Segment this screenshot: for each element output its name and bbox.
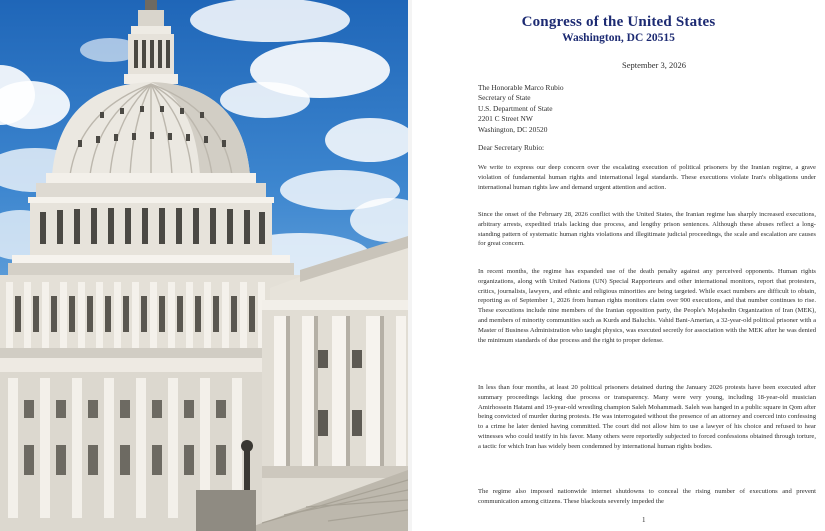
salutation: Dear Secretary Rubio: <box>478 143 545 152</box>
letter-date: September 3, 2026 <box>622 60 686 70</box>
recipient-address <box>478 83 564 135</box>
congress-letter <box>412 0 825 531</box>
body-paragraph: In recent months, the regime has expanded use of the death penalty against any perceived opponents. Human rights organizations, along with United Nations (UN) Special Rapporteurs and other international monitors, report that protesters, critics, journalists, lawyers, and ethnic and religious minorities are being targeted. While exact numbers are difficult to obtain, reporting as of September 1, 2026 from human rights monitors claim over 900 executions, and that number continues to rise. These executions include nine members of the Iranian opposition party, the People's Mojahedin Organization of Iran (MEK), and members of minority communities such as Kurds and Baluchis. Vahid Bani-Amerian, a 32-year-old political prisoner with a Master of Business Administration who taught physics, was executed secretly for association with the MEK after he was denied the minimum standards of due process and the right to proper defense. <box>478 268 816 344</box>
capitol-photo <box>0 0 408 531</box>
recipient-line: The Honorable Marco Rubio <box>478 83 564 92</box>
body-paragraph: In less than four months, at least 20 political prisoners detained during the January 2026 protests have been executed after summary proceedings lacking due process or transparency. Many were very young, including 18-year-old musician Amirhossein Hatami and 19-year-old wrestling champion Saleh Mohammadi. Saleh was hanged in a public square in Qom after being convicted of murder during protests. He was interrogated without the presence of an attorney and coerced into confessing to a crime he later denied having committed. The court did not allow him to use a lawyer of his choice and refused to hear witnesses who could testify in his favor. Many others were reportedly subjected to forced confessions obtained through torture, a tactic for which Iran has widely been condemned by international human rights bodies. <box>478 384 816 450</box>
recipient-line: Secretary of State <box>478 93 531 103</box>
body-paragraph: Since the onset of the February 28, 2026 conflict with the United States, the Iranian regime has sharply increased executions, arbitrary arrests, expedited trials lacking due process, and lengthy prison sentences. Although these abuses reflect a long-standing pattern of systematic human rights violations and illegitimate judicial proceedings, the scale and escalation are causes for great concern. <box>478 211 816 248</box>
lower-colonnade <box>0 275 300 358</box>
letterhead-location: Washington, DC 20515 <box>562 32 675 44</box>
letterhead-title: Congress of the United States <box>521 14 716 30</box>
recipient-line: U.S. Department of State <box>478 103 553 113</box>
page-number: 1 <box>642 516 646 524</box>
body-paragraph: The regime also imposed nationwide internet shutdowns to conceal the rising number of executions and prevent communication among citizens. These blackouts severely impeded the <box>478 488 816 505</box>
recipient-line: 2201 C Street NW <box>478 114 533 124</box>
upper-drum <box>8 183 294 275</box>
dome-lantern <box>124 0 178 84</box>
body-paragraph: We write to express our deep concern over the escalating execution of political prisoners by the Iranian regime, a grave violation of fundamental human rights and international legal standards. These executions violate Iran's obligations under international human rights law and demand urgent attention and action. <box>478 164 816 191</box>
capitol-illustration <box>0 0 408 531</box>
recipient-line: Washington, DC 20520 <box>478 124 548 134</box>
